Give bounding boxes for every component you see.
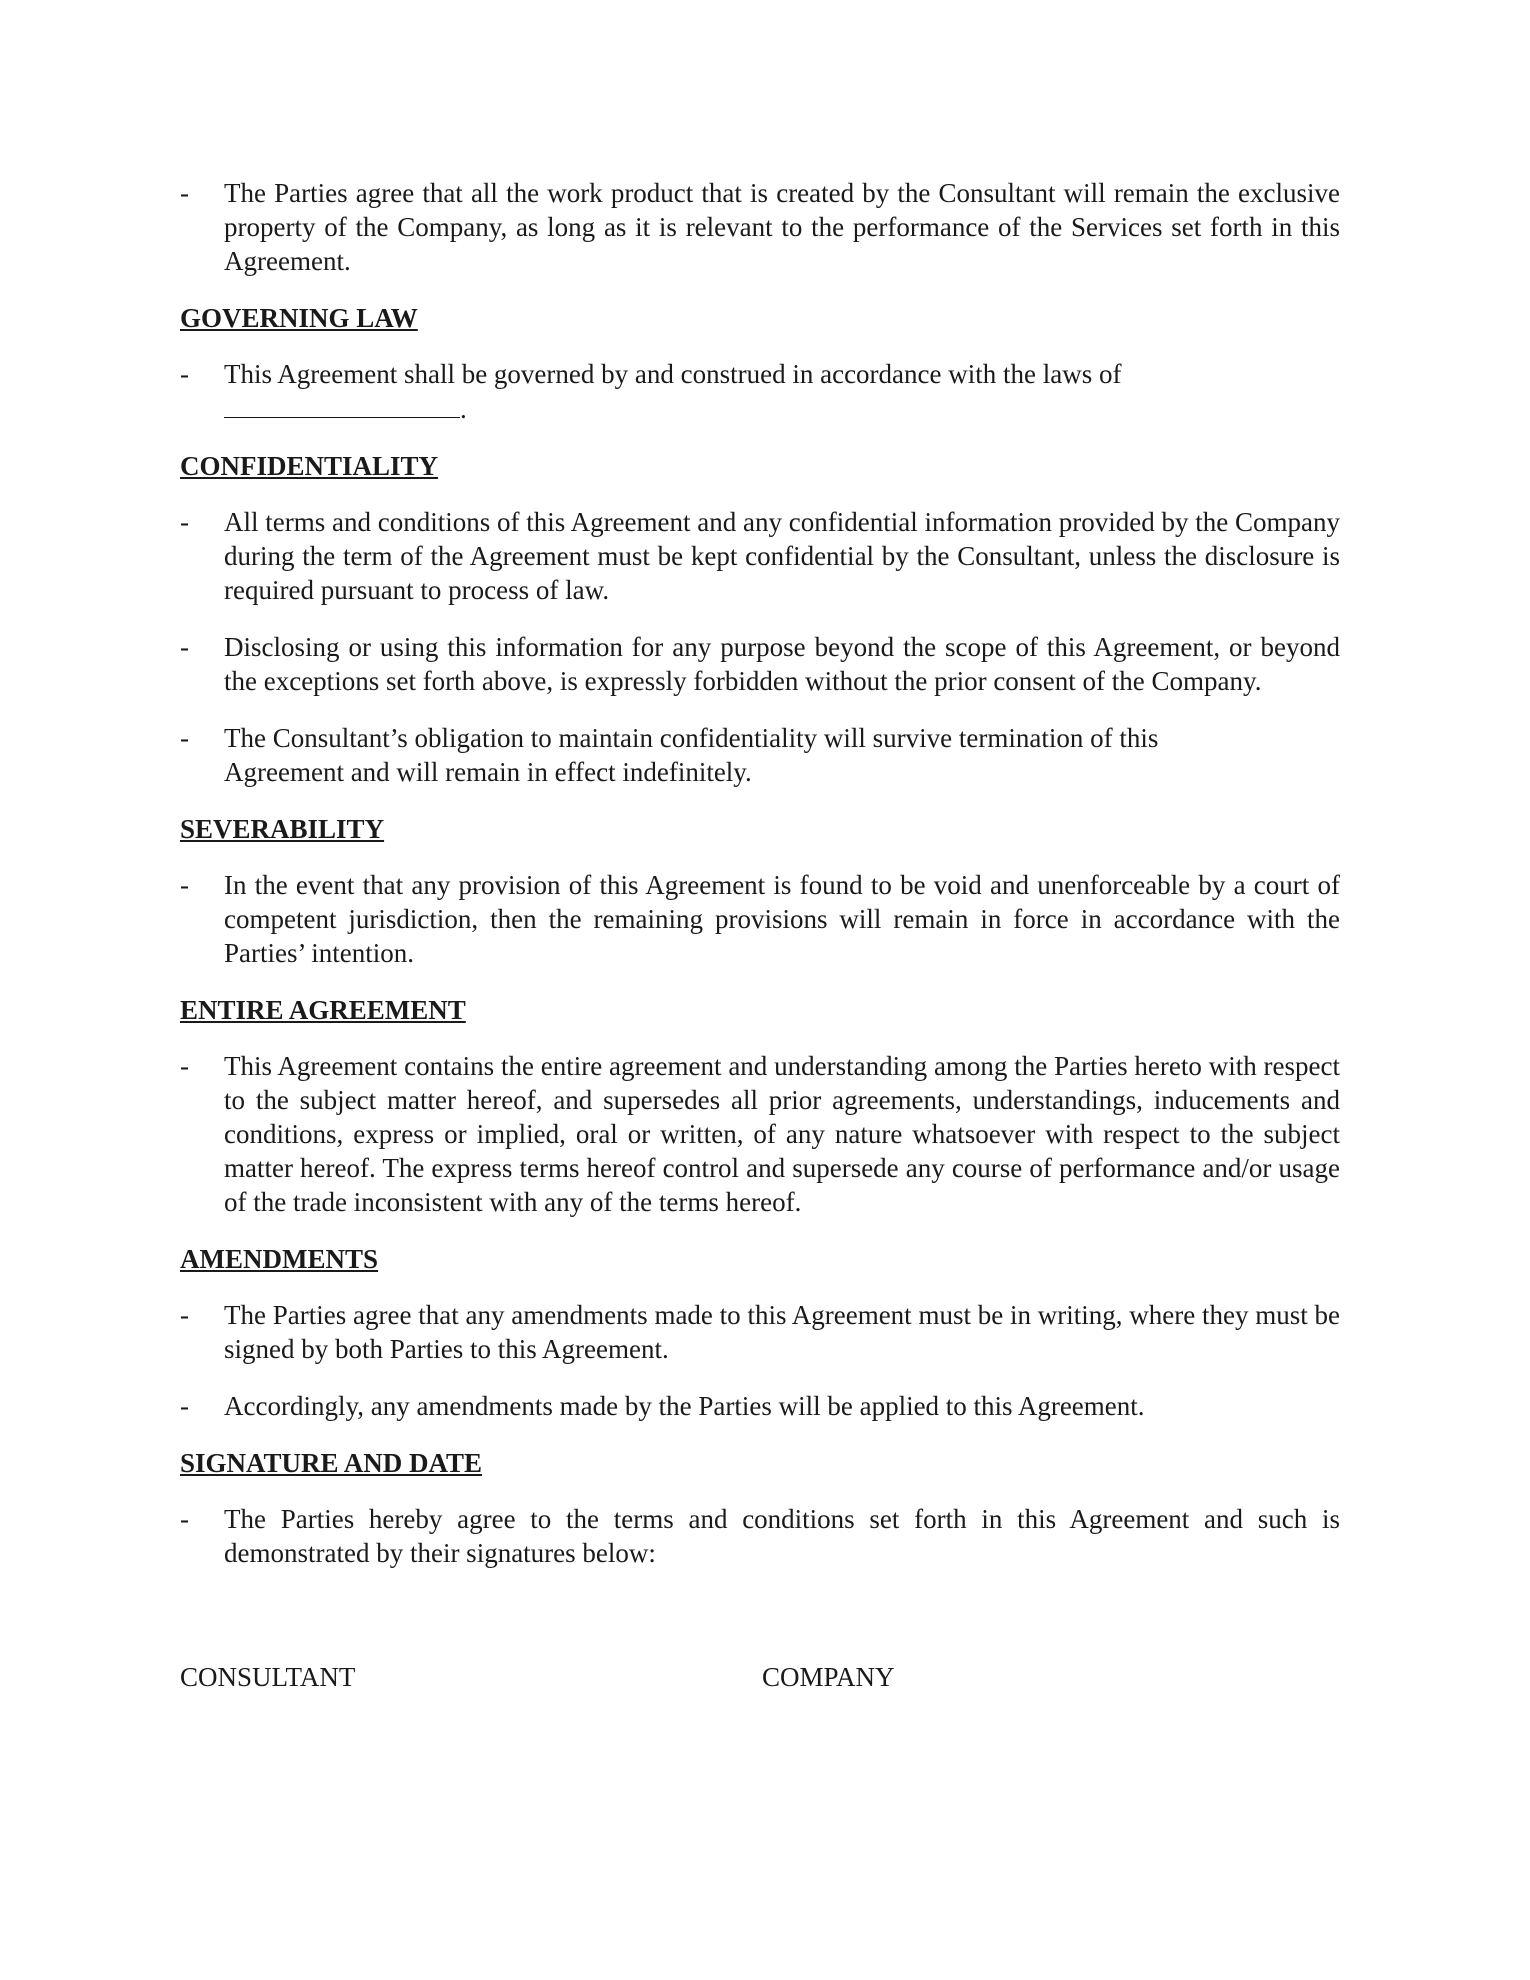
list-item — [180, 357, 1340, 426]
bullet-dash: - — [180, 632, 189, 662]
bullet-dash: - — [180, 1300, 189, 1330]
section-heading-governing-law: GOVERNING LAW — [180, 303, 418, 333]
section-heading-entire-agreement: ENTIRE AGREEMENT — [180, 995, 466, 1025]
section-heading-confidentiality: CONFIDENTIALITY — [180, 451, 439, 481]
bullet-dash: - — [180, 723, 189, 753]
bullet-dash: - — [180, 1391, 189, 1421]
list-item — [180, 1298, 1340, 1366]
company-label: COMPANY — [762, 1662, 895, 1692]
list-item — [180, 176, 1340, 278]
paragraph-text: The Parties agree that all the work product that is created by the Consultant will remain the exclusive property of the Company, as long as it is relevant to the performance of the Services set forth in this Agreement. — [224, 178, 1340, 276]
list-item — [180, 1049, 1340, 1219]
bullet-dash: - — [180, 1504, 189, 1534]
paragraph-text: Disclosing or using this information for any purpose beyond the scope of this Agreement, or beyond the exceptions set forth above, is expressly forbidden without the prior consent of the Company. — [224, 632, 1340, 696]
bullet-dash: - — [180, 178, 189, 208]
paragraph-text: This Agreement contains the entire agreement and understanding among the Parties hereto with respect to the subject matter hereof, and supersedes all prior agreements, understandings, inducements and conditions, express or implied, oral or written, of any nature whatsoever with respect to the subject matter hereof. The express terms hereof control and supersede any course of performance and/or usage of the trade inconsistent with any of the terms hereof. — [224, 1051, 1340, 1217]
paragraph-text: The Parties hereby agree to the terms and conditions set forth in this Agreement and such is demonstrated by their signatures below: — [224, 1504, 1340, 1568]
list-item — [180, 630, 1340, 698]
paragraph-text: The Consultant’s obligation to maintain confidentiality will survive termination of this Agreement and will remain in effect indefinitely. — [224, 723, 1159, 787]
paragraph-text: The Parties agree that any amendments made to this Agreement must be in writing, where they must be signed by both Parties to this Agreement. — [224, 1300, 1340, 1364]
list-item — [180, 721, 1340, 789]
bullet-dash: - — [180, 870, 189, 900]
governing-law-text: This Agreement shall be governed by and construed in accordance with the laws of — [224, 359, 1122, 389]
list-item — [180, 505, 1340, 607]
list-item — [180, 868, 1340, 970]
paragraph-text: All terms and conditions of this Agreement and any confidential information provided by the Company during the term of the Agreement must be kept confidential by the Consultant, unless the disclosure is required pursuant to process of law. — [224, 507, 1340, 605]
paragraph-text: Accordingly, any amendments made by the Parties will be applied to this Agreement. — [224, 1391, 1145, 1421]
paragraph-text — [224, 357, 1340, 426]
section-heading-signature-and-date: SIGNATURE AND DATE — [180, 1448, 483, 1478]
paragraph-text: In the event that any provision of this Agreement is found to be void and unenforceable by a court of competent jurisdiction, then the remaining provisions will remain in force in accordance with the Parties’ intention. — [224, 870, 1340, 968]
blank-suffix: . — [460, 394, 467, 424]
consultant-label: CONSULTANT — [180, 1662, 356, 1692]
governing-law-blank-line[interactable] — [224, 391, 460, 418]
bullet-dash: - — [180, 507, 189, 537]
section-heading-severability: SEVERABILITY — [180, 814, 385, 844]
list-item — [180, 1502, 1340, 1570]
bullet-dash: - — [180, 1051, 189, 1081]
section-heading-amendments: AMENDMENTS — [180, 1244, 379, 1274]
signature-block — [180, 1662, 1340, 1702]
document-body — [180, 176, 1340, 1702]
list-item — [180, 1389, 1340, 1423]
bullet-dash: - — [180, 359, 189, 389]
